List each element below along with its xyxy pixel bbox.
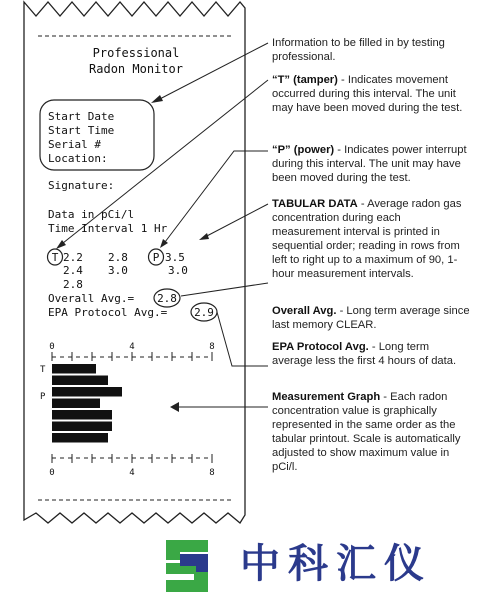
receipt-title-line1: Professional (92, 46, 180, 60)
graph-bar-6 (52, 422, 112, 432)
field-serial: Serial # (48, 138, 101, 151)
annotation-graph (272, 390, 472, 474)
graph-bar-2 (52, 376, 108, 386)
graph-bar-1 (52, 364, 96, 374)
annotation-overall-text: - Long term average since last memory CLEAR. (272, 305, 470, 331)
data-row3-col1: 2.8 (63, 278, 83, 291)
graph-bar-7 (52, 433, 108, 443)
annotation-info (272, 36, 472, 64)
bottom-axis-tick-0: 0 (49, 468, 55, 478)
annotation-epa-title: EPA Protocol Avg. (272, 341, 369, 353)
data-units-label: Data in pCi/l (48, 208, 135, 221)
graph-bar-5 (52, 410, 112, 420)
epa-avg-label: EPA Protocol Avg.= (48, 306, 168, 319)
annotation-overall (272, 304, 472, 332)
bottom-axis-tick-4: 4 (129, 468, 135, 478)
tamper-marker: T (51, 251, 59, 264)
power-marker: P (152, 251, 160, 264)
field-location: Location: (48, 152, 108, 165)
annotation-tamper-title: “T” (tamper) (272, 74, 338, 86)
graph-bar-4 (52, 399, 100, 409)
annotation-overall-title: Overall Avg. (272, 305, 337, 317)
receipt-title-line2: Radon Monitor (89, 62, 183, 76)
annotation-graph-text: - Each radon concentration value is graphically represented in the same order as the tabular printout. Scale is automatically adjusted to show maximum value in pCi/l. (272, 391, 461, 473)
company-logo-icon (166, 540, 208, 592)
overall-avg-value: 2.8 (157, 292, 177, 305)
annotation-tabular-text: - Average radon gas concentration during each measurement interval is printed in sequential order; reading in rows from left to right up to a maximum of 90, 1-hour measurement intervals. (272, 198, 462, 280)
annotation-power-text: - Indicates power interrupt during this interval. The unit may have been moved during the test. (272, 144, 467, 184)
bottom-axis-tick-8: 8 (209, 468, 215, 478)
graph-marker-p: P (40, 392, 46, 402)
top-axis-tick-4: 4 (129, 342, 135, 352)
graph-marker-t: T (40, 365, 46, 375)
data-row2-col2: 3.0 (108, 264, 128, 277)
annotation-graph-title: Measurement Graph (272, 391, 381, 403)
field-start-time: Start Time (48, 124, 115, 137)
data-row1-col2: 2.8 (108, 251, 128, 264)
epa-avg-value: 2.9 (194, 306, 214, 319)
field-start-date: Start Date (48, 110, 115, 123)
data-row1-col1: 2.2 (63, 251, 83, 264)
annotation-tabular-title: TABULAR DATA (272, 198, 358, 210)
data-row2-col3: 3.0 (168, 264, 188, 277)
annotation-power-title: “P” (power) (272, 144, 335, 156)
top-axis-tick-0: 0 (49, 342, 55, 352)
annotation-info-text: Information to be filled in by testing professional. (272, 37, 445, 63)
overall-avg-label: Overall Avg.= (48, 292, 135, 305)
graph-bar-3 (52, 387, 122, 397)
annotation-epa-text: - Long term average less the first 4 hours of data. (272, 341, 457, 367)
company-logo-text: 中科汇仪 (240, 541, 432, 587)
annotation-tabular (272, 197, 472, 281)
annotation-power (272, 143, 472, 185)
annotation-epa (272, 340, 472, 368)
annotation-tamper-text: - Indicates movement occurred during this interval. The unit may have been moved during the test. (272, 74, 463, 114)
annotation-tamper (272, 73, 472, 115)
top-axis-tick-8: 8 (209, 342, 215, 352)
data-row1-col3: 3.5 (165, 251, 185, 264)
signature-label: Signature: (48, 179, 115, 192)
time-interval-label: Time Interval 1 Hr (48, 222, 168, 235)
data-row2-col1: 2.4 (63, 264, 83, 277)
